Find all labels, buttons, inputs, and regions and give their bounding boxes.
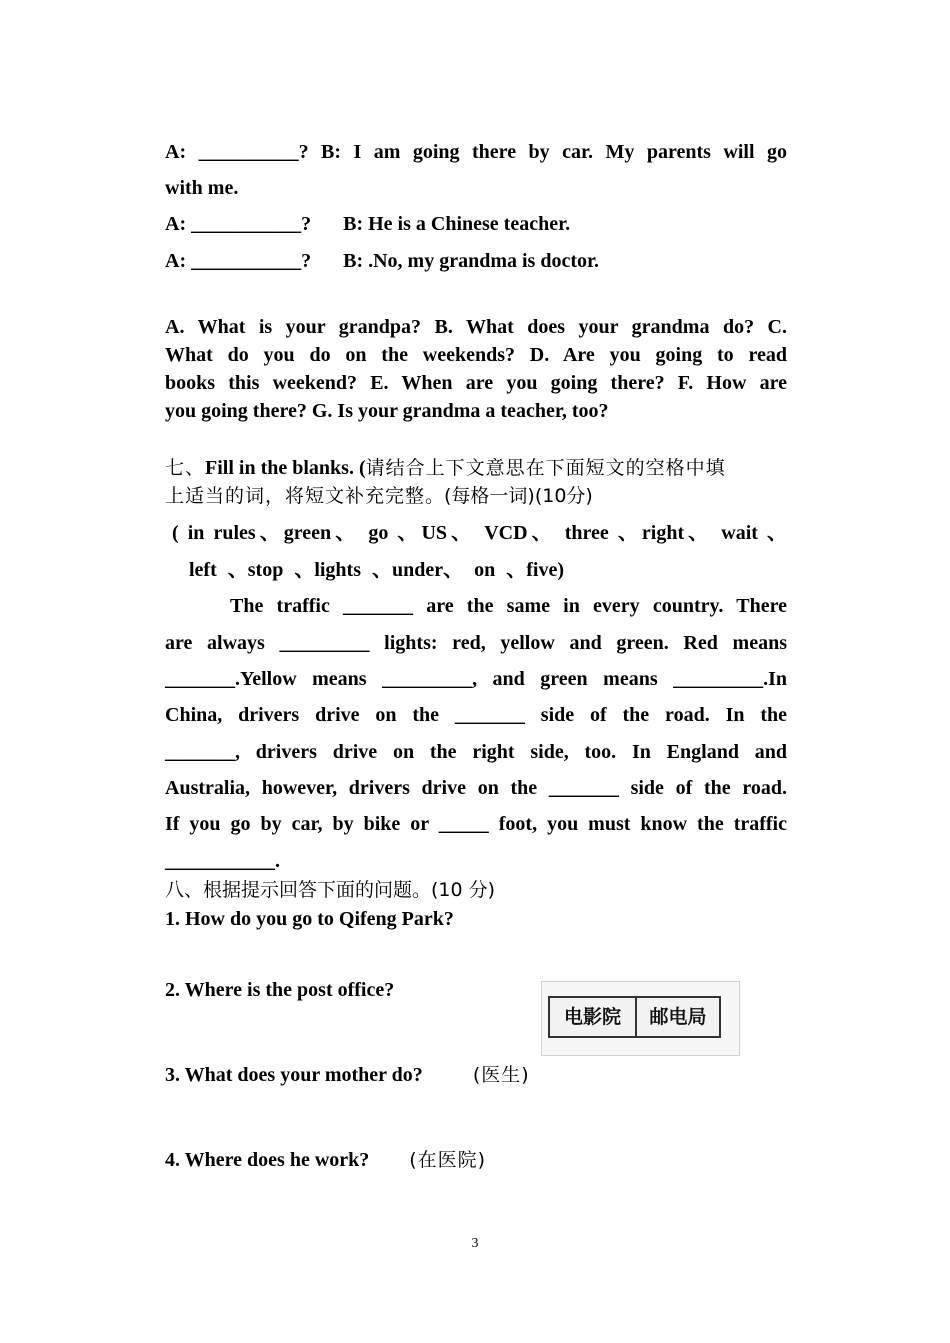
dialogue-line-2-question: A: ___________? [165,213,312,235]
dialogue-line-1: A: __________? B: I am going there by car. My parents will go [165,141,787,163]
cinema-sign: 电影院 [548,996,637,1038]
options-line-1: A. What is your grandpa? B. What does your grandma do? C. [165,316,787,338]
options-line-2: What do you do on the weekends? D. Are you going to read [165,344,787,366]
passage-line-6: Australia, however, drivers drive on the _______ side of the road. [165,777,787,799]
section-7-title-cn: 请结合上下文意思在下面短文的空格中填 [365,457,726,479]
passage-line-8: ___________. [165,850,280,872]
passage-line-7: If you go by car, by bike or _____ foot, you must know the traffic [165,813,787,835]
options-line-4: you going there? G. Is your grandma a teacher, too? [165,400,609,422]
map-image [541,981,740,1056]
question-3 [165,1063,787,1087]
dialogue-line-3-answer: B: .No, my grandma is doctor. [343,250,600,272]
dialogue-line-2 [165,212,787,236]
section-7-heading [165,456,845,480]
section-7-title-en: Fill in the blanks. ( [205,457,366,479]
passage-line-3: _______.Yellow means _________, and green means _________.In [165,668,787,690]
question-4 [165,1148,787,1172]
dialogue-line-2-answer: B: He is a Chinese teacher. [343,213,571,235]
passage-line-1: The traffic _______ are the same in every country. There [230,595,787,617]
dialogue-line-1-cont: with me. [165,177,239,199]
section-7-title-cn-3: 。(每格一词)(10分) [425,485,593,507]
question-1: 1. How do you go to Qifeng Park? [165,908,454,930]
post-office-sign: 邮电局 [635,996,721,1038]
question-4-text: 4. Where does he work? [165,1149,370,1171]
word-bank-line-2: left 、stop 、lights 、under、 on 、five) [189,559,564,581]
dialogue-line-3 [165,249,787,273]
passage-line-2: are always _________ lights: red, yellow and green. Red means [165,632,787,654]
passage-line-4: China, drivers drive on the _______ side of the road. In the [165,704,787,726]
section-7-number: 七、 [165,457,206,479]
section-8-heading: 八、根据提示回答下面的问题。(10 分) [165,879,496,901]
question-2: 2. Where is the post office? [165,979,395,1001]
question-3-hint: (医生) [472,1064,530,1086]
dialogue-line-3-question: A: ___________? [165,250,312,272]
page-number: 3 [471,1236,479,1251]
question-4-hint: (在医院) [409,1149,487,1171]
options-line-3: books this weekend? E. When are you going there? F. How are [165,372,787,394]
word-bank-line-1: ( in rules、green、 go 、US、 VCD、 three 、right、 wait 、 [172,522,787,544]
question-3-text: 3. What does your mother do? [165,1064,423,1086]
section-7-title-cn-2: 上适当的词，将短文补充完整 [165,485,426,507]
passage-line-5: _______, drivers drive on the right side, too. In England and [165,741,787,763]
section-7-heading-cont [165,484,593,508]
